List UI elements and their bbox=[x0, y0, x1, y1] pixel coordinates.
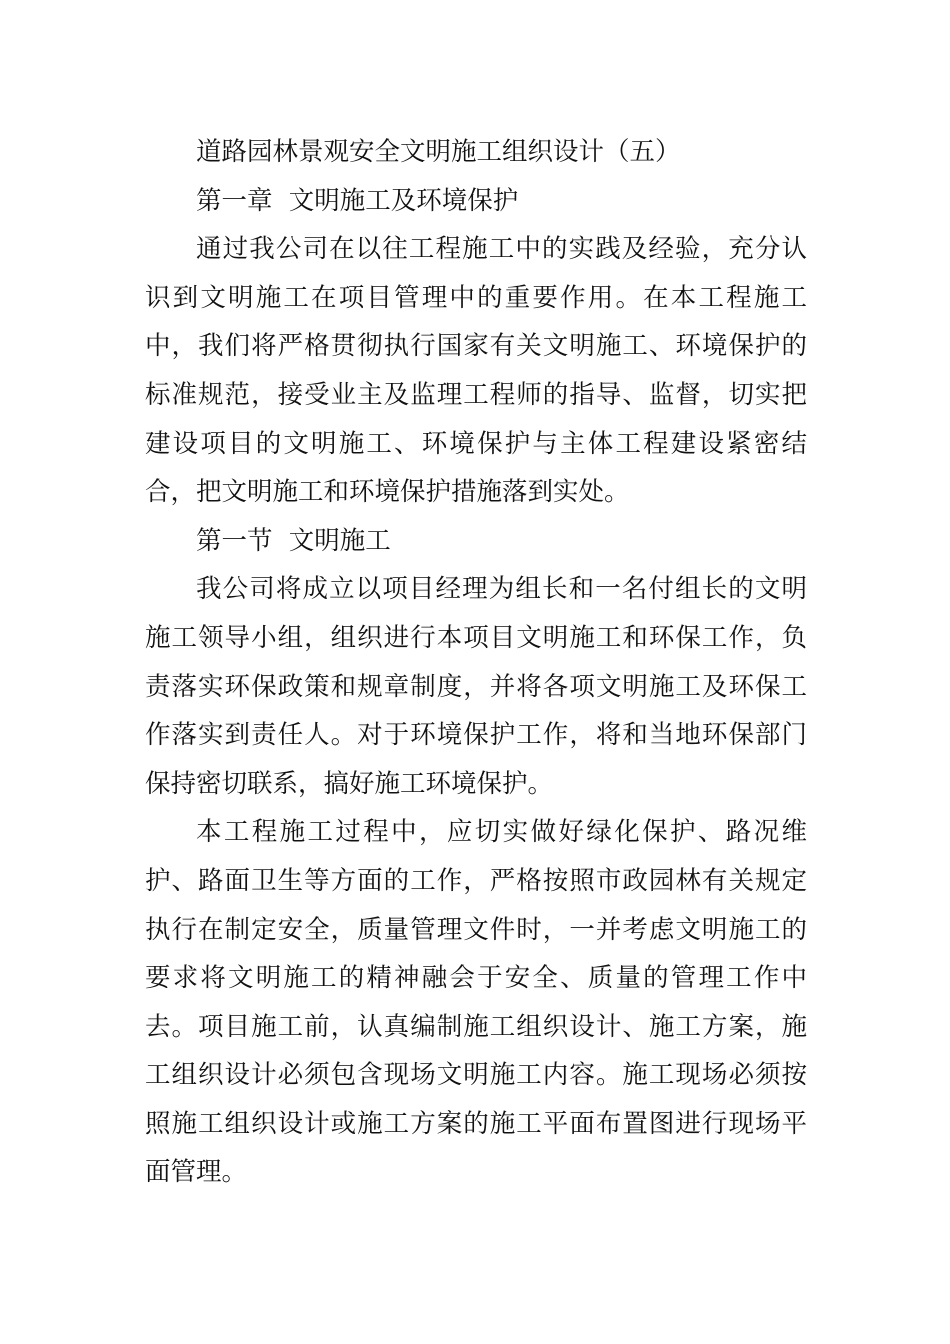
chapter-heading: 第一章 文明施工及环境保护 bbox=[196, 185, 519, 216]
section-heading: 第一节 文明施工 bbox=[196, 525, 391, 556]
intro-paragraph: 通过我公司在以往工程施工中的实践及经验，充分认识到文明施工在项目管理中的重要作用。在本工程施工中，我们将严格贯彻执行国家有关文明施工、环境保护的标准规范，接受业主及监理工程师的指导、监督，切实把建设项目的文明施工、环境保护与主体工程建设紧密结合，把文明施工和环境保护措施落到实处。 bbox=[145, 234, 807, 508]
document-body bbox=[145, 128, 807, 1197]
section-paragraph-2: 本工程施工过程中，应切实做好绿化保护、路况维护、路面卫生等方面的工作，严格按照市政园林有关规定执行在制定安全，质量管理文件时，一并考虑文明施工的要求将文明施工的精神融会于安全、质量的管理工作中去。项目施工前，认真编制施工组织设计、施工方案，施工组织设计必须包含现场文明施工内容。施工现场必须按照施工组织设计或施工方案的施工平面布置图进行现场平面管理。 bbox=[145, 817, 807, 1188]
section-paragraph-1: 我公司将成立以项目经理为组长和一名付组长的文明施工领导小组，组织进行本项目文明施工和环保工作，负责落实环保政策和规章制度，并将各项文明施工及环保工作落实到责任人。对于环境保护工作，将和当地环保部门保持密切联系，搞好施工环境保护。 bbox=[145, 574, 807, 799]
document-title: 道路园林景观安全文明施工组织设计（五） bbox=[196, 137, 681, 167]
